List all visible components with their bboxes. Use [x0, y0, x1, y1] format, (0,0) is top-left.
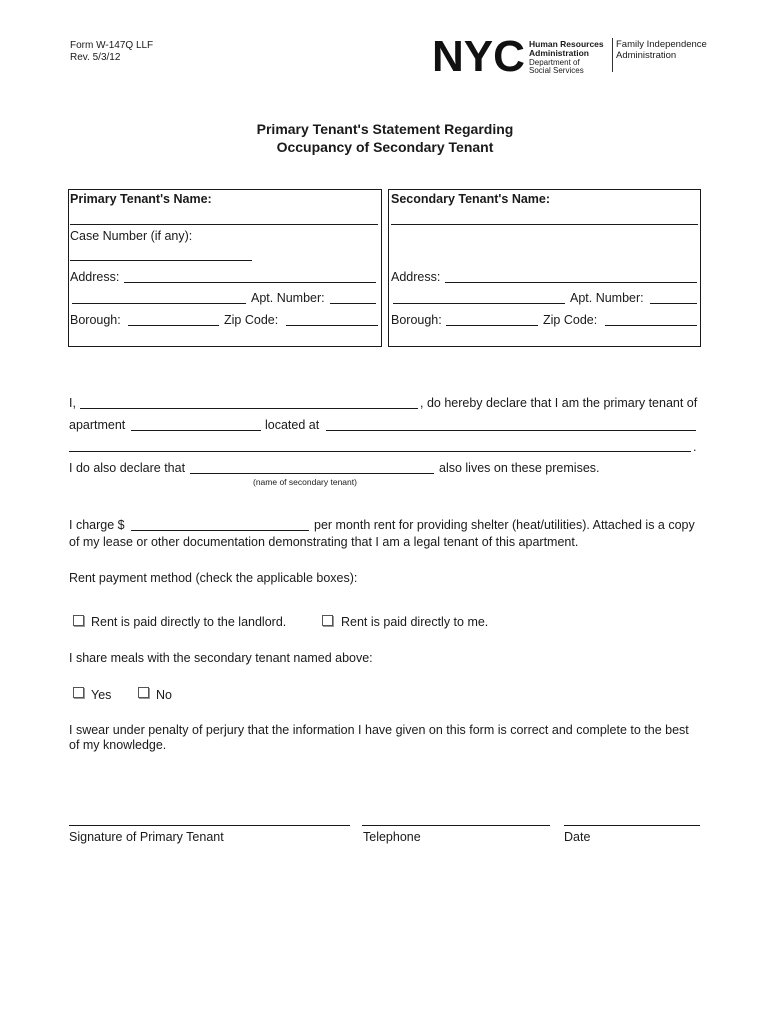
date-label: Date	[564, 830, 591, 844]
declaration-name-field[interactable]	[80, 408, 418, 409]
nyc-hra-logo	[432, 38, 707, 74]
meals-question: I share meals with the secondary tenant named above:	[69, 651, 373, 665]
primary-name-label: Primary Tenant's Name:	[70, 192, 212, 206]
nyc-logo-icon	[432, 38, 527, 74]
primary-borough-field[interactable]	[128, 325, 219, 326]
declaration-text: , do hereby declare that I am the primary tenant of	[420, 396, 698, 410]
logo-fia-line1: Family Independence	[616, 39, 707, 50]
located-field-2[interactable]	[69, 451, 691, 452]
rent-amount-field[interactable]	[131, 530, 309, 531]
signature-label: Signature of Primary Tenant	[69, 830, 224, 844]
form-number: Form W-147Q LLF	[70, 40, 154, 51]
secondary-zip-field[interactable]	[605, 325, 697, 326]
primary-case-label: Case Number (if any):	[70, 229, 193, 243]
secondary-zip-label: Zip Code:	[543, 313, 598, 327]
logo-divider	[612, 38, 613, 72]
date-field[interactable]	[564, 825, 700, 826]
charge-label: I charge $	[69, 518, 125, 532]
signature-field[interactable]	[69, 825, 350, 826]
logo-fia-line2: Administration	[616, 50, 677, 61]
payment-question: Rent payment method (check the applicable boxes):	[69, 571, 358, 585]
charge-text: per month rent for providing shelter (heat/utilities). Attached is a copy	[314, 518, 695, 532]
primary-address-field-2[interactable]	[72, 303, 246, 304]
secondary-apt-field[interactable]	[650, 303, 697, 304]
secondary-name-label: Secondary Tenant's Name:	[391, 192, 551, 206]
located-field[interactable]	[326, 430, 696, 431]
secondary-address-field-2[interactable]	[393, 303, 565, 304]
primary-zip-label: Zip Code:	[224, 313, 279, 327]
secondary-address-label: Address:	[391, 270, 441, 284]
secondary-borough-label: Borough:	[391, 313, 442, 327]
charge-text-2: of my lease or other documentation demonstrating that I am a legal tenant of this apartment.	[69, 535, 579, 549]
apartment-field[interactable]	[131, 430, 261, 431]
me-option-label: Rent is paid directly to me.	[341, 615, 489, 629]
declaration-i-label: I,	[69, 396, 76, 410]
me-checkbox[interactable]	[322, 615, 333, 626]
primary-apt-field[interactable]	[330, 303, 376, 304]
yes-checkbox[interactable]	[73, 687, 84, 698]
primary-apt-label: Apt. Number:	[251, 291, 325, 305]
landlord-option-label: Rent is paid directly to the landlord.	[91, 615, 287, 629]
svg-text:NYC: NYC	[432, 38, 525, 74]
page-title-line1: Primary Tenant's Statement Regarding	[256, 121, 514, 137]
oath-line1: I swear under penalty of perjury that the information I have given on this form is correct and complete to the best	[69, 723, 689, 737]
primary-address-field[interactable]	[124, 282, 376, 283]
located-label: located at	[265, 418, 320, 432]
logo-dss-line2: Social Services	[529, 66, 584, 75]
oath-line2: of my knowledge.	[69, 738, 167, 752]
no-label: No	[156, 688, 172, 702]
logo-hra-line1: Human Resources	[529, 39, 604, 49]
secondary-borough-field[interactable]	[446, 325, 538, 326]
secondary-tenant-hint: (name of secondary tenant)	[253, 477, 357, 487]
located-period: .	[693, 440, 697, 454]
logo-hra-line2: Administration	[529, 48, 589, 58]
telephone-field[interactable]	[362, 825, 550, 826]
page-title-line2: Occupancy of Secondary Tenant	[276, 139, 494, 155]
primary-name-field[interactable]	[70, 224, 378, 225]
telephone-label: Telephone	[363, 830, 421, 844]
primary-zip-field[interactable]	[286, 325, 378, 326]
form-revision: Rev. 5/3/12	[70, 52, 121, 63]
primary-address-label: Address:	[70, 270, 120, 284]
yes-label: Yes	[91, 688, 112, 702]
apartment-label: apartment	[69, 418, 126, 432]
primary-case-field[interactable]	[70, 260, 252, 261]
primary-borough-label: Borough:	[70, 313, 121, 327]
secondary-apt-label: Apt. Number:	[570, 291, 644, 305]
also-declare-label: I do also declare that	[69, 461, 186, 475]
no-checkbox[interactable]	[138, 687, 149, 698]
also-lives-text: also lives on these premises.	[439, 461, 600, 475]
landlord-checkbox[interactable]	[73, 615, 84, 626]
secondary-address-field[interactable]	[445, 282, 697, 283]
logo-dss-line1: Department of	[529, 58, 580, 67]
secondary-name-field[interactable]	[391, 224, 698, 225]
secondary-tenant-name-field[interactable]	[190, 473, 434, 474]
